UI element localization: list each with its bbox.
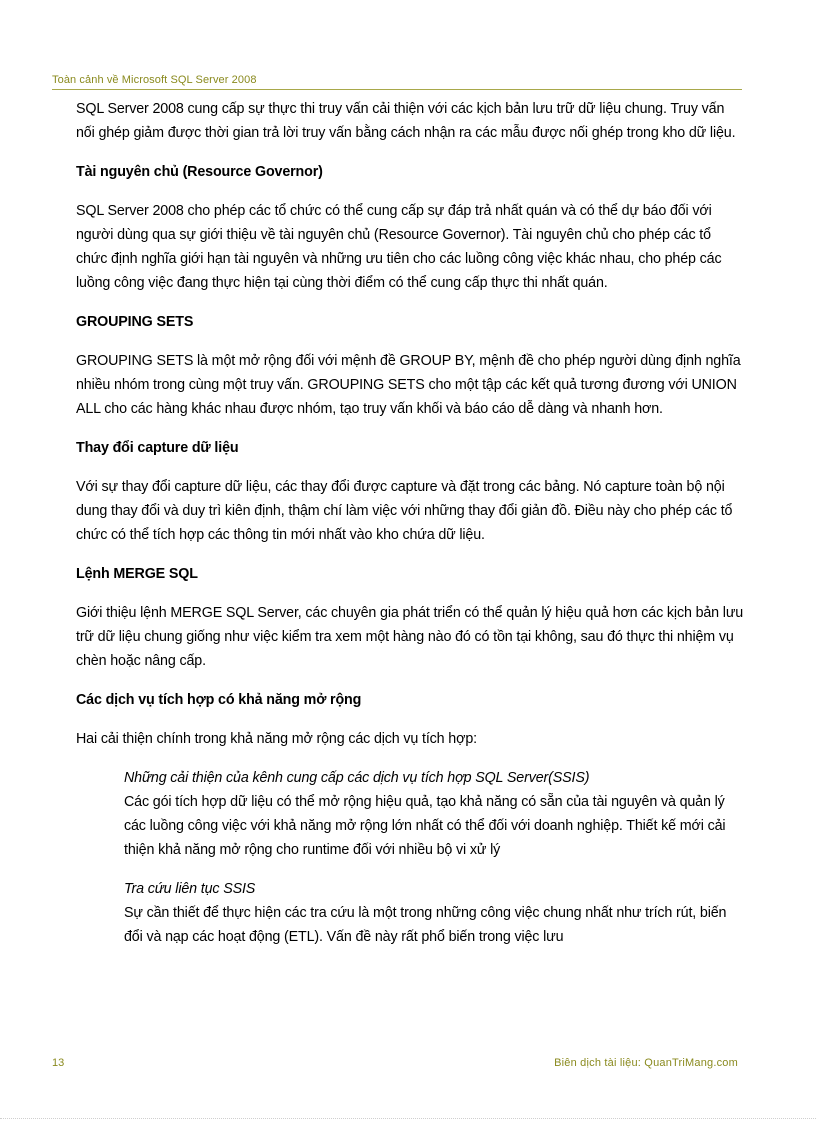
section-heading-change-data-capture: Thay đổi capture dữ liệu [76,440,239,456]
section-text-grouping-sets: GROUPING SETS là một mở rộng đối với mệnh đề GROUP BY, mệnh đề cho phép người dùng định nghĩa nhiều nhóm trong cùng một truy vấn. GROUPING SETS cho một tập các kết quả tương đương với UNION ALL cho các hàng khác nhau được nhóm, tạo truy vấn khối và báo cáo dễ dàng và nhanh hơn. [76,353,741,417]
sub-item-ssis-pipeline [124,766,744,862]
section-heading-resource-governor: Tài nguyên chủ (Resource Governor) [76,164,323,180]
sub-item-title: Tra cứu liên tục SSIS [124,881,256,897]
page-edge-divider [0,1118,816,1119]
sub-item-ssis-lookups [124,877,744,949]
section-heading-grouping-sets: GROUPING SETS [76,314,194,330]
sub-item-text: Sự cần thiết để thực hiện các tra cứu là một trong những công việc chung nhất như trích rút, biến đổi và nạp các hoạt động (ETL). Vấn đề này rất phổ biến trong việc lưu [124,905,727,945]
section-text-merge-sql: Giới thiệu lệnh MERGE SQL Server, các chuyên gia phát triển có thể quản lý hiệu quả hơn các kịch bản lưu trữ dữ liệu chung giống như việc kiểm tra xem một hàng nào đó có tồn tại không, sau đó thực thi nhiệm vụ chèn hoặc nâng cấp. [76,605,744,669]
section-text-integration-services: Hai cải thiện chính trong khả năng mở rộng các dịch vụ tích hợp: [76,731,477,747]
sub-item-text: Các gói tích hợp dữ liệu có thể mở rộng hiệu quả, tạo khả năng có sẵn của tài nguyên và quản lý các luồng công việc với khả năng mở rộng lớn nhất có thể đối với doanh nghiệp. Thiết kế mới cải thiện khả năng mở rộng cho runtime đối với nhiều bộ vi xử lý [124,794,726,858]
document-body [76,97,744,949]
footer-credit: Biên dịch tài liệu: QuanTriMang.com [554,1057,738,1069]
sub-item-title: Những cải thiện của kênh cung cấp các dịch vụ tích hợp SQL Server(SSIS) [124,770,590,786]
section-text-change-data-capture: Với sự thay đổi capture dữ liệu, các thay đổi được capture và đặt trong các bảng. Nó capture toàn bộ nội dung thay đổi và duy trì kiên định, thậm chí làm việc với những thay đổi giản đồ. Điều này cho phép các tổ chức có thể tích hợp các thông tin mới nhất vào kho chứa dữ liệu. [76,479,733,543]
section-heading-integration-services: Các dịch vụ tích hợp có khả năng mở rộng [76,692,362,708]
running-header: Toàn cảnh về Microsoft SQL Server 2008 [52,74,257,86]
page-number: 13 [52,1057,65,1069]
section-heading-merge-sql: Lệnh MERGE SQL [76,566,198,582]
section-text-resource-governor: SQL Server 2008 cho phép các tổ chức có thể cung cấp sự đáp trả nhất quán và có thể dự báo đối với người dùng qua sự giới thiệu về tài nguyên chủ (Resource Governor). Tài nguyên chủ cho phép các tổ chức định nghĩa giới hạn tài nguyên và những ưu tiên cho các luồng công việc khác nhau, cho phép các luồng công việc đang thực hiện tại cùng thời điểm có thể cung cấp thực thi nhất quán. [76,203,722,291]
intro-paragraph: SQL Server 2008 cung cấp sự thực thi truy vấn cải thiện với các kịch bản lưu trữ dữ liệu chung. Truy vấn nối ghép giảm được thời gian trả lời truy vấn bằng cách nhận ra các mẫu được nối ghép trong kho dữ liệu. [76,101,736,141]
header-rule [52,89,742,90]
